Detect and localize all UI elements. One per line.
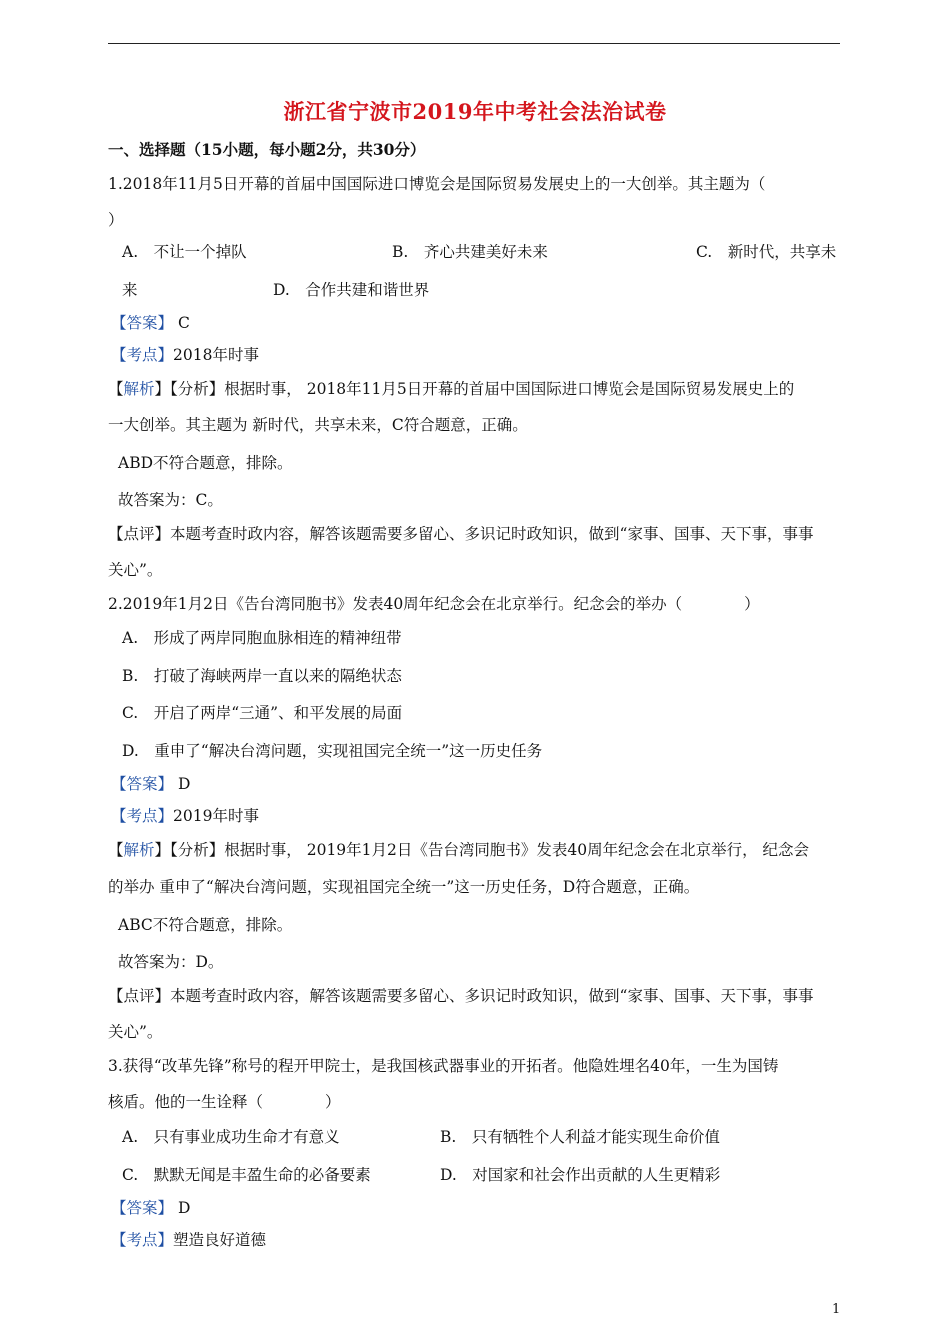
q1-comment-cont: 关心”。 (108, 561, 163, 579)
q1-answer-value: C (173, 314, 190, 332)
point-tag: 【考点】 (111, 807, 174, 825)
q3-option-c: C. 默默无闻是丰盈生命的必备要素 (122, 1166, 371, 1184)
section-heading: 一、选择题（15小题，每小题2分，共30分） (108, 140, 426, 159)
q2-point-value: 2019年时事 (173, 807, 259, 825)
q2-analysis-text: 【分析】根据时事， 2019年1月2日《告台湾同胞书》发表40周年纪念会在北京举行， 纪念会 (170, 841, 810, 859)
answer-tag: 【答案】 (111, 1199, 174, 1217)
q1-answer (111, 312, 190, 334)
q2-comment (108, 985, 813, 1007)
q2-comment-cont: 关心”。 (108, 1023, 163, 1041)
q1-analysis: 【解析】【分析】根据时事， 2018年11月5日开幕的首届中国国际进口博览会是国际贸易发展史上的 (108, 380, 795, 398)
point-tag: 【考点】 (111, 1231, 174, 1249)
q3-stem-cont: 核盾。他的一生诠释（ ） (108, 1093, 341, 1111)
q3-option-b: B. 只有牺牲个人利益才能实现生命价值 (440, 1128, 720, 1146)
q2-option-b: B. 打破了海峡两岸一直以来的隔绝状态 (122, 667, 402, 685)
q2-answer-value: D (173, 775, 191, 793)
q3-point (111, 1229, 266, 1251)
q3-option-d: D. 对国家和社会作出贡献的人生更精彩 (440, 1166, 721, 1184)
q3-point-value: 塑造良好道德 (173, 1231, 267, 1249)
analysis-tag: 解析 (123, 380, 155, 398)
q2-analysis: 【解析】【分析】根据时事， 2019年1月2日《告台湾同胞书》发表40周年纪念会在北京举行， 纪念会 (108, 841, 810, 859)
q2-point (111, 805, 259, 827)
point-tag: 【考点】 (111, 346, 174, 364)
q2-comment-text: 本题考查时政内容，解答该题需要多留心、多识记时政知识，做到“家事、国事、天下事，事事 (170, 987, 814, 1005)
q1-stem-cont: ） (108, 211, 124, 229)
page-title: 浙江省宁波市2019年中考社会法治试卷 (283, 99, 667, 124)
comment-tag: 【点评】 (108, 987, 171, 1005)
page-number: 1 (832, 1302, 841, 1317)
answer-tag: 【答案】 (111, 775, 174, 793)
q2-stem: 2.2019年1月2日《告台湾同胞书》发表40周年纪念会在北京举行。纪念会的举办（ ） (108, 595, 760, 613)
q3-option-a: A. 只有事业成功生命才有意义 (122, 1128, 340, 1146)
q2-option-c: C. 开启了两岸“三通”、和平发展的局面 (122, 704, 403, 722)
q1-analysis-text: 【分析】根据时事， 2018年11月5日开幕的首届中国国际进口博览会是国际贸易发展史上的 (170, 380, 795, 398)
q2-option-d: D. 重申了“解决台湾问题，实现祖国完全统一”这一历史任务 (122, 742, 543, 760)
q1-comment-text: 本题考查时政内容，解答该题需要多留心、多识记时政知识，做到“家事、国事、天下事，事事 (170, 525, 814, 543)
q3-answer-value: D (173, 1199, 191, 1217)
q2-analysis-exclude: ABC不符合题意，排除。 (118, 916, 293, 934)
q1-option-c-cont: 来 (122, 281, 138, 299)
q1-point (111, 344, 259, 366)
q1-analysis-result: 故答案为：C。 (118, 491, 223, 509)
q1-option-d: D. 合作共建和谐世界 (273, 281, 430, 299)
analysis-tag: 解析 (123, 841, 155, 859)
q3-answer (111, 1197, 190, 1219)
q1-analysis-cont: 一大创举。其主题为 新时代，共享未来，C符合题意，正确。 (108, 416, 528, 434)
q2-option-a: A. 形成了两岸同胞血脉相连的精神纽带 (122, 629, 402, 647)
comment-tag: 【点评】 (108, 525, 171, 543)
q1-comment (108, 523, 813, 545)
q1-option-c: C. 新时代，共享未 (696, 243, 837, 261)
q1-analysis-exclude: ABD不符合题意，排除。 (118, 454, 293, 472)
answer-tag: 【答案】 (111, 314, 174, 332)
header-rule (108, 43, 840, 44)
q3-stem: 3.获得“改革先锋”称号的程开甲院士，是我国核武器事业的开拓者。他隐姓埋名40年，一生为国铸 (108, 1057, 779, 1075)
q1-option-b: B. 齐心共建美好未来 (392, 243, 548, 261)
q1-option-a: A. 不让一个掉队 (122, 243, 247, 261)
q1-stem: 1.2018年11月5日开幕的首届中国国际进口博览会是国际贸易发展史上的一大创举。其主题为（ (108, 175, 766, 193)
q2-analysis-cont: 的举办 重申了“解决台湾问题，实现祖国完全统一”这一历史任务，D符合题意，正确。 (108, 878, 700, 896)
q1-point-value: 2018年时事 (173, 346, 259, 364)
q2-analysis-result: 故答案为：D。 (118, 953, 224, 971)
q2-answer (111, 773, 190, 795)
